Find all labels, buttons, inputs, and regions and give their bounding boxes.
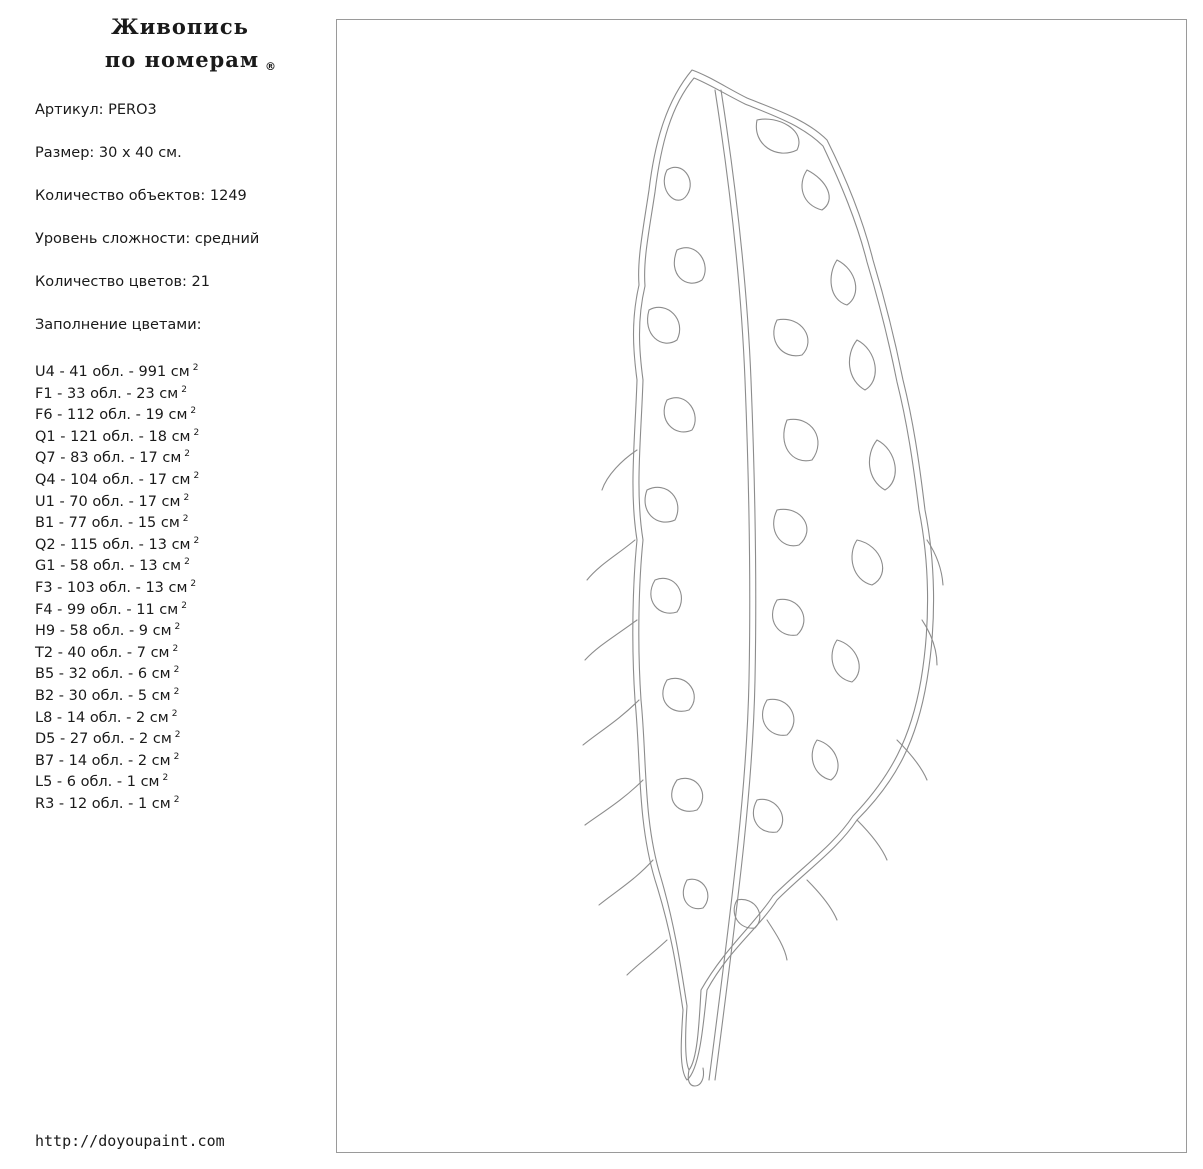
difficulty-text: Уровень сложности: средний — [35, 231, 260, 247]
color-fill-item — [35, 768, 199, 790]
color-fill-text: R3 - 12 обл. - 1 см — [35, 795, 171, 812]
color-fill-item — [35, 509, 199, 531]
color-fill-text: U4 - 41 обл. - 991 см — [35, 364, 190, 380]
feather-outline-inner — [639, 78, 928, 1070]
color-fill-text: H9 - 58 обл. - 9 см — [35, 623, 172, 640]
area-unit-superscript: 2 — [171, 708, 178, 719]
color-fill-item — [35, 704, 199, 726]
color-fill-item — [35, 488, 199, 510]
area-unit-superscript: 2 — [190, 406, 197, 417]
area-unit-superscript: 2 — [193, 470, 200, 481]
feather-outline-art — [337, 20, 1188, 1154]
area-unit-superscript: 2 — [193, 427, 200, 438]
area-unit-superscript: 2 — [174, 730, 181, 741]
color-fill-item — [35, 358, 199, 380]
area-unit-superscript: 2 — [183, 492, 190, 503]
color-fill-list — [35, 358, 199, 811]
color-fill-item — [35, 747, 199, 769]
color-fill-item — [35, 660, 199, 682]
color-fill-text: L8 - 14 обл. - 2 см — [35, 709, 169, 726]
color-fill-text: G1 - 58 обл. - 13 см — [35, 558, 182, 575]
article-text: Артикул: PERO3 — [35, 102, 157, 118]
area-unit-superscript: 2 — [193, 535, 200, 546]
color-fill-text: U1 - 70 обл. - 17 см — [35, 493, 181, 510]
color-fill-item — [35, 531, 199, 553]
brand-logo — [60, 10, 300, 76]
area-unit-superscript: 2 — [173, 665, 180, 676]
area-unit-superscript: 2 — [173, 751, 180, 762]
color-fill-item — [35, 574, 199, 596]
area-unit-superscript: 2 — [190, 578, 197, 589]
size-text: Размер: 30 х 40 см. — [35, 145, 182, 161]
color-fill-item — [35, 596, 199, 618]
color-fill-item — [35, 725, 199, 747]
color-fill-text: B7 - 14 обл. - 2 см — [35, 752, 171, 769]
area-unit-superscript: 2 — [181, 600, 187, 611]
color-fill-text: D5 - 27 обл. - 2 см — [35, 731, 172, 748]
color-fill-text: T2 - 40 обл. - 7 см — [35, 644, 170, 661]
color-fill-text: B2 - 30 обл. - 5 см — [35, 687, 171, 704]
brand-title-line2: по номерам — [104, 47, 260, 72]
area-unit-superscript: 2 — [192, 363, 199, 373]
product-info — [35, 100, 259, 358]
color-fill-text: L5 - 6 обл. - 1 см — [35, 774, 160, 791]
area-unit-superscript: 2 — [172, 643, 179, 654]
colors-count-text: Количество цветов: 21 — [35, 274, 210, 290]
color-fill-item — [35, 466, 199, 488]
color-fill-item — [35, 790, 199, 812]
area-unit-superscript: 2 — [181, 384, 187, 395]
color-fill-text: Q1 - 121 обл. - 18 см — [35, 428, 191, 445]
website-link[interactable]: http://doyoupaint.com — [35, 1132, 225, 1150]
color-fill-item — [35, 423, 199, 445]
area-unit-superscript: 2 — [173, 794, 180, 805]
color-fill-text: F6 - 112 обл. - 19 см — [35, 407, 188, 424]
color-fill-text: F3 - 103 обл. - 13 см — [35, 579, 188, 596]
area-unit-superscript: 2 — [162, 773, 169, 784]
registered-mark: ® — [265, 60, 276, 73]
color-fill-text: F1 - 33 обл. - 23 см — [35, 385, 179, 402]
area-unit-superscript: 2 — [182, 514, 189, 525]
color-fill-item — [35, 617, 199, 639]
coloring-canvas — [336, 19, 1187, 1153]
area-unit-superscript: 2 — [174, 622, 181, 633]
area-unit-superscript: 2 — [173, 686, 180, 697]
color-fill-text: Q4 - 104 обл. - 17 см — [35, 471, 191, 488]
color-fill-item — [35, 552, 199, 574]
color-fill-text: B1 - 77 обл. - 15 см — [35, 515, 180, 532]
color-fill-item — [35, 639, 199, 661]
color-fill-text: Q7 - 83 обл. - 17 см — [35, 450, 182, 467]
objects-count-text: Количество объектов: 1249 — [35, 188, 247, 204]
color-fill-text: F4 - 99 обл. - 11 см — [35, 601, 179, 618]
area-unit-superscript: 2 — [184, 449, 190, 460]
color-fill-item — [35, 444, 199, 466]
color-fill-text: Q2 - 115 обл. - 13 см — [35, 536, 191, 553]
color-fill-item — [35, 682, 199, 704]
feather-shaft — [709, 90, 750, 1080]
color-fill-text: B5 - 32 обл. - 6 см — [35, 666, 171, 683]
color-fill-item — [35, 401, 199, 423]
brand-title-line1: Живопись — [111, 14, 249, 39]
fill-heading: Заполнение цветами: — [35, 317, 202, 333]
color-fill-item — [35, 380, 199, 402]
feather-outline — [633, 70, 934, 1080]
area-unit-superscript: 2 — [184, 557, 190, 568]
